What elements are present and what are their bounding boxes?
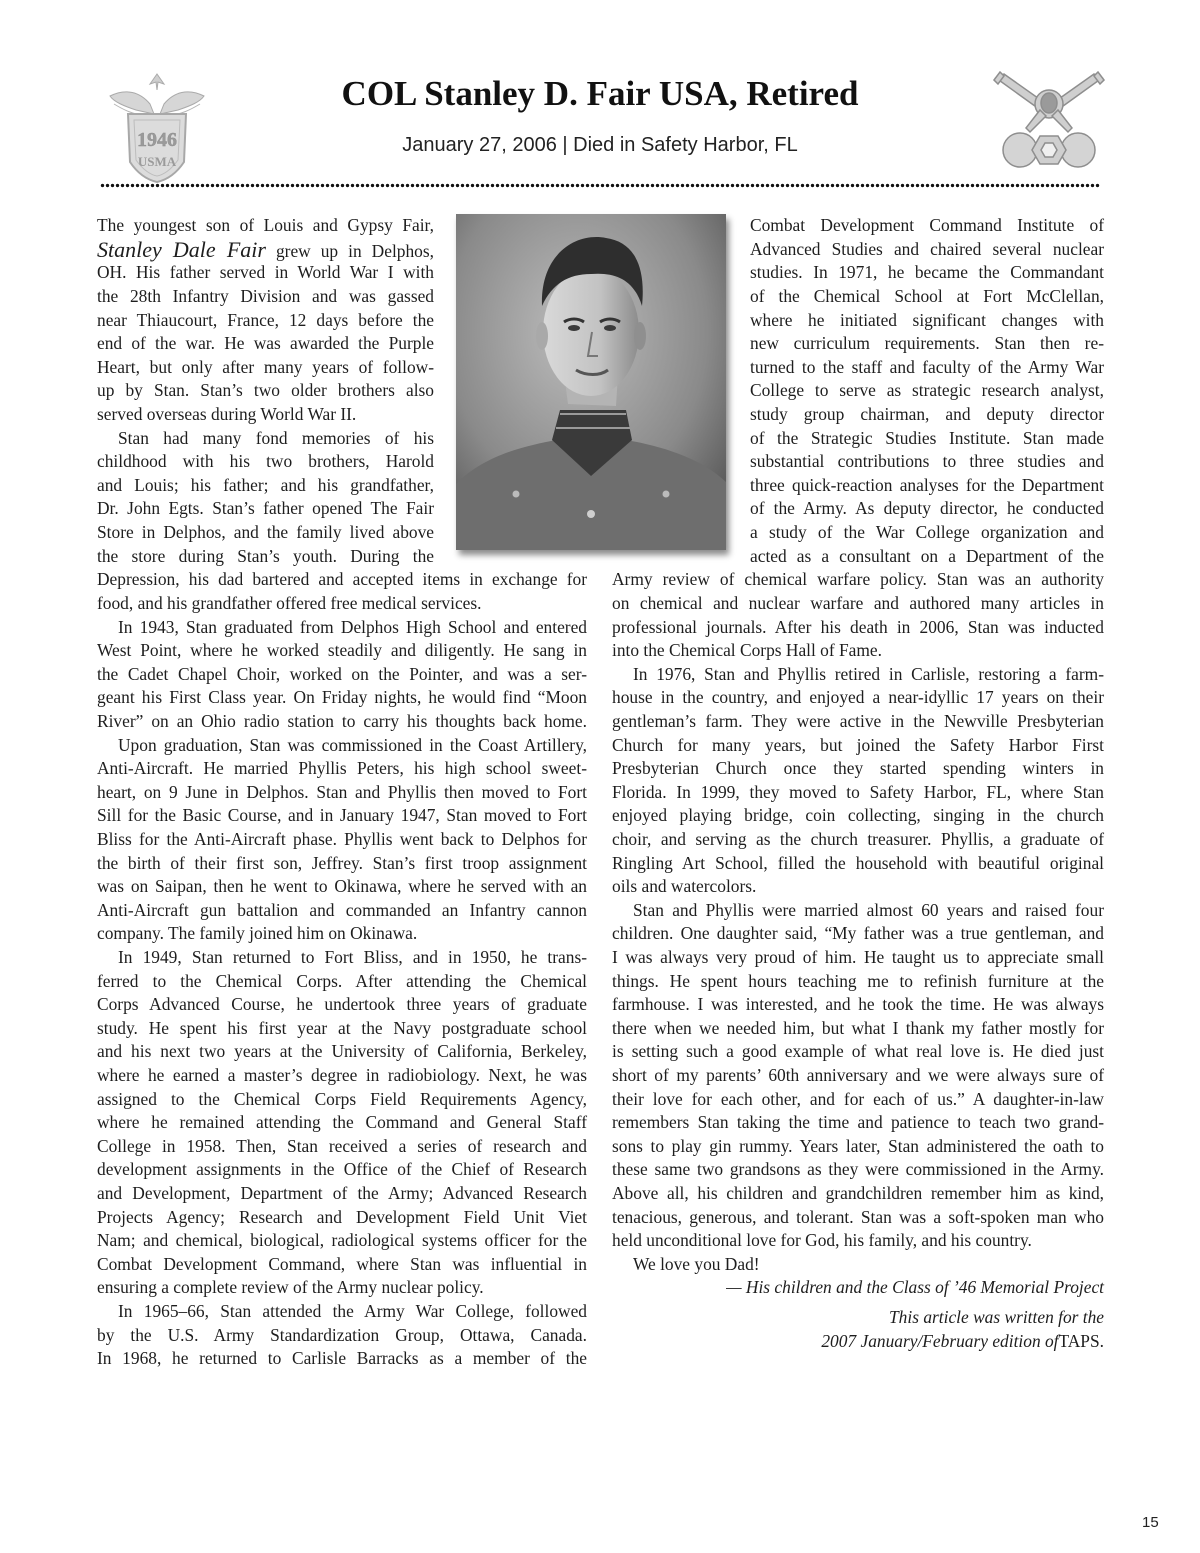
text-line: gentleman’s farm. They were active in the Newville Presbyterian xyxy=(612,711,1104,731)
text-line: Combat Development Command Institute of xyxy=(750,215,1104,235)
page-number: 15 xyxy=(1142,1514,1159,1531)
text-line: assigned to the Chemical Corps Field Requirements Agency, xyxy=(97,1089,587,1109)
text-line: was on Saipan, then he went to Okinawa, where he served with an xyxy=(97,876,587,896)
text-line: house in the country, and enjoyed a near-idyllic 17 years on their xyxy=(612,687,1104,707)
text-line: ferred to the Chemical Corps. After attending the Chemical xyxy=(97,971,587,991)
text-line: of the Strategic Studies Institute. Stan made xyxy=(750,428,1104,448)
text-line: OH. His father served in World War I with xyxy=(97,262,434,282)
credit-line: 2007 January/February edition ofTAPS. xyxy=(821,1331,1104,1351)
inline-name: Stanley Dale Fair xyxy=(97,237,266,262)
text-line: children. One daughter said, “My father was a true gentleman, and xyxy=(612,923,1104,943)
text-line: Stan had many fond memories of his xyxy=(118,428,434,448)
text-line: Florida. In 1999, they moved to Safety Harbor, FL, where Stan xyxy=(612,782,1104,802)
text-line: Store in Delphos, and the family lived above xyxy=(97,522,434,542)
text-line: substantial contributions to three studies and xyxy=(750,451,1104,471)
text-line: the 28th Infantry Division and was gassed xyxy=(97,286,434,306)
usma-1946-crest-logo xyxy=(106,70,208,184)
text-line: on chemical and nuclear warfare and authored many articles in xyxy=(612,593,1104,613)
portrait-photo xyxy=(456,214,726,550)
crest-year-text: 1946 xyxy=(137,129,177,151)
text-line: into the Chemical Corps Hall of Fame. xyxy=(612,640,882,660)
branch-insignia-icon xyxy=(990,70,1108,180)
text-line: Sill for the Basic Course, and in January 1947, Stan moved to Fort xyxy=(97,805,587,825)
text-line: where he earned a master’s degree in radiobiology. Next, he was xyxy=(97,1065,587,1085)
text-line: Depression, his dad bartered and accepted items in exchange for xyxy=(97,569,587,589)
text-line: development assignments in the Office of the Chief of Research xyxy=(97,1159,587,1179)
text-line: oils and watercolors. xyxy=(612,876,757,896)
text-line: Combat Development Command, where Stan was influential in xyxy=(97,1254,587,1274)
text-line: the birth of their first son, Jeffrey. Stan’s first troop assignment xyxy=(97,853,587,873)
text-line: study group chairman, and deputy director xyxy=(750,404,1104,424)
text-line: The youngest son of Louis and Gypsy Fair, xyxy=(97,215,434,235)
text-line: West Point, where he worked steadily and diligently. He sang in xyxy=(97,640,587,660)
text-line: We love you Dad! xyxy=(633,1254,760,1274)
text-line: geant his First Class year. On Friday nights, he would find “Moon xyxy=(97,687,587,707)
text-line: food, and his grandfather offered free medical services. xyxy=(97,593,482,613)
text-line: is setting such a good example of what real love is. He died just xyxy=(612,1041,1104,1061)
text-line: Dr. John Egts. Stan’s father opened The Fair xyxy=(97,498,434,518)
text-line: where he initiated significant changes with xyxy=(750,310,1104,330)
text-line: childhood with his two brothers, Harold xyxy=(97,451,434,471)
text-line: Corps Advanced Course, he undertook three years of graduate xyxy=(97,994,587,1014)
text-line: Presbyterian Church once they started spending winters in xyxy=(612,758,1104,778)
text-line: these same two grandsons as they were commissioned in the Army. xyxy=(612,1159,1104,1179)
text-line: study. He spent his first year at the Navy postgraduate school xyxy=(97,1018,587,1038)
text-line: Projects Agency; Research and Development Field Unit Viet xyxy=(97,1207,587,1227)
text-line: Anti-Aircraft gun battalion and commanded an Infantry cannon xyxy=(97,900,587,920)
text-line: by the U.S. Army Standardization Group, Ottawa, Canada. xyxy=(97,1325,587,1345)
text-line: I was always very proud of him. He taught us to appreciate small xyxy=(612,947,1104,967)
text-line: College in 1958. Then, Stan received a series of research and xyxy=(97,1136,587,1156)
text-line: their love for each other, and for each of us.” A daughter-in-law xyxy=(612,1089,1104,1109)
text-line: end of the war. He was awarded the Purple xyxy=(97,333,434,353)
text-line: and his next two years at the University of California, Berkeley, xyxy=(97,1041,587,1061)
text-line: the store during Stan’s youth. During the xyxy=(97,546,434,566)
text-line: Army review of chemical warfare policy. Stan was an authority xyxy=(612,569,1104,589)
text-line: Heart, but only after many years of follow- xyxy=(97,357,434,377)
text-line: turned to the staff and faculty of the Army War xyxy=(750,357,1104,377)
text-line: heart, on 9 June in Delphos. Stan and Phyllis then moved to Fort xyxy=(97,782,587,802)
page-subtitle: January 27, 2006 | Died in Safety Harbor, FL xyxy=(402,134,798,156)
text-line: studies. In 1971, he became the Commandant xyxy=(750,262,1104,282)
text-line: In 1976, Stan and Phyllis retired in Carlisle, restoring a farm- xyxy=(633,664,1104,684)
text-line: College to serve as strategic research analyst, xyxy=(750,380,1104,400)
text-line: new curriculum requirements. Stan then re- xyxy=(750,333,1104,353)
text-line: and Development, Department of the Army; Advanced Research xyxy=(97,1183,587,1203)
text-line: short of my parents’ 60th anniversary and we were always sure of xyxy=(612,1065,1104,1085)
text-line: Ringling Art School, filled the household with beautiful original xyxy=(612,853,1104,873)
text-line: Stan and Phyllis were married almost 60 years and raised four xyxy=(633,900,1104,920)
text-line: professional journals. After his death in 2006, Stan was inducted xyxy=(612,617,1104,637)
dotted-divider xyxy=(100,182,1100,190)
text-line: a study of the War College organization and xyxy=(750,522,1104,542)
text-line: where he remained attending the Command and General Staff xyxy=(97,1112,587,1132)
text-line: Advanced Studies and chaired several nuclear xyxy=(750,239,1104,259)
text-line: held unconditional love for God, his family, and his country. xyxy=(612,1230,1032,1250)
text-line: up by Stan. Stan’s two older brothers also xyxy=(97,380,434,400)
text-line: Stanley Dale Fair grew up in Delphos, xyxy=(97,237,434,262)
text-line: In 1943, Stan graduated from Delphos High School and entered xyxy=(118,617,587,637)
text-line: Anti-Aircraft. He married Phyllis Peters, his high school sweet- xyxy=(97,758,587,778)
text-line: tenacious, generous, and tolerant. Stan was a soft-spoken man who xyxy=(612,1207,1104,1227)
text-line: near Thiaucourt, France, 12 days before the xyxy=(97,310,434,330)
text-line: In 1949, Stan returned to Fort Bliss, and in 1950, he trans- xyxy=(118,947,587,967)
text-line: farmhouse. I was interested, and he took the time. He was always xyxy=(612,994,1104,1014)
text-line: acted as a consultant on a Department of the xyxy=(750,546,1104,566)
text-line: Bliss for the Anti-Aircraft phase. Phyllis went back to Delphos for xyxy=(97,829,587,849)
credit-line: This article was written for the xyxy=(889,1307,1104,1327)
signature-line: — His children and the Class of ’46 Memorial Project xyxy=(726,1277,1104,1297)
text-line: three quick-reaction analyses for the Department xyxy=(750,475,1104,495)
text-line: things. He spent hours teaching me to refinish furniture at the xyxy=(612,971,1104,991)
text-line: In 1968, he returned to Carlisle Barracks as a member of the xyxy=(97,1348,587,1368)
text-line: and Louis; his father; and his grandfather, xyxy=(97,475,434,495)
text-line: Above all, his children and grandchildren remember him as kind, xyxy=(612,1183,1104,1203)
text-line: there when we needed him, but what I thank my father mostly for xyxy=(612,1018,1104,1038)
text-line: of the Chemical School at Fort McClellan, xyxy=(750,286,1104,306)
page-title: COL Stanley D. Fair USA, Retired xyxy=(341,74,859,113)
text-line: company. The family joined him on Okinawa. xyxy=(97,923,418,943)
text-line: Nam; and chemical, biological, radiological systems officer for the xyxy=(97,1230,587,1250)
text-line: Church for many years, but joined the Safety Harbor First xyxy=(612,735,1104,755)
text-line: served overseas during World War II. xyxy=(97,404,357,424)
text-line: the Cadet Chapel Choir, worked on the Pointer, and was a ser- xyxy=(97,664,587,684)
text-line: ensuring a complete review of the Army nuclear policy. xyxy=(97,1277,484,1297)
crest-usma-text: USMA xyxy=(137,154,177,169)
text-line: River” on an Ohio radio station to carry his thoughts back home. xyxy=(97,711,587,731)
text-line: enjoyed playing bridge, coin collecting, singing in the church xyxy=(612,805,1104,825)
text-line: of the Army. As deputy director, he conducted xyxy=(750,498,1104,518)
text-line: In 1965–66, Stan attended the Army War College, followed xyxy=(118,1301,587,1321)
text-line: Upon graduation, Stan was commissioned in the Coast Artillery, xyxy=(118,735,587,755)
text-line: remembers Stan taking the time and patience to teach two grand- xyxy=(612,1112,1104,1132)
text-line: choir, and serving as the church treasurer. Phyllis, a graduate of xyxy=(612,829,1104,849)
text-line: sons to play gin rummy. Years later, Stan administered the oath to xyxy=(612,1136,1104,1156)
